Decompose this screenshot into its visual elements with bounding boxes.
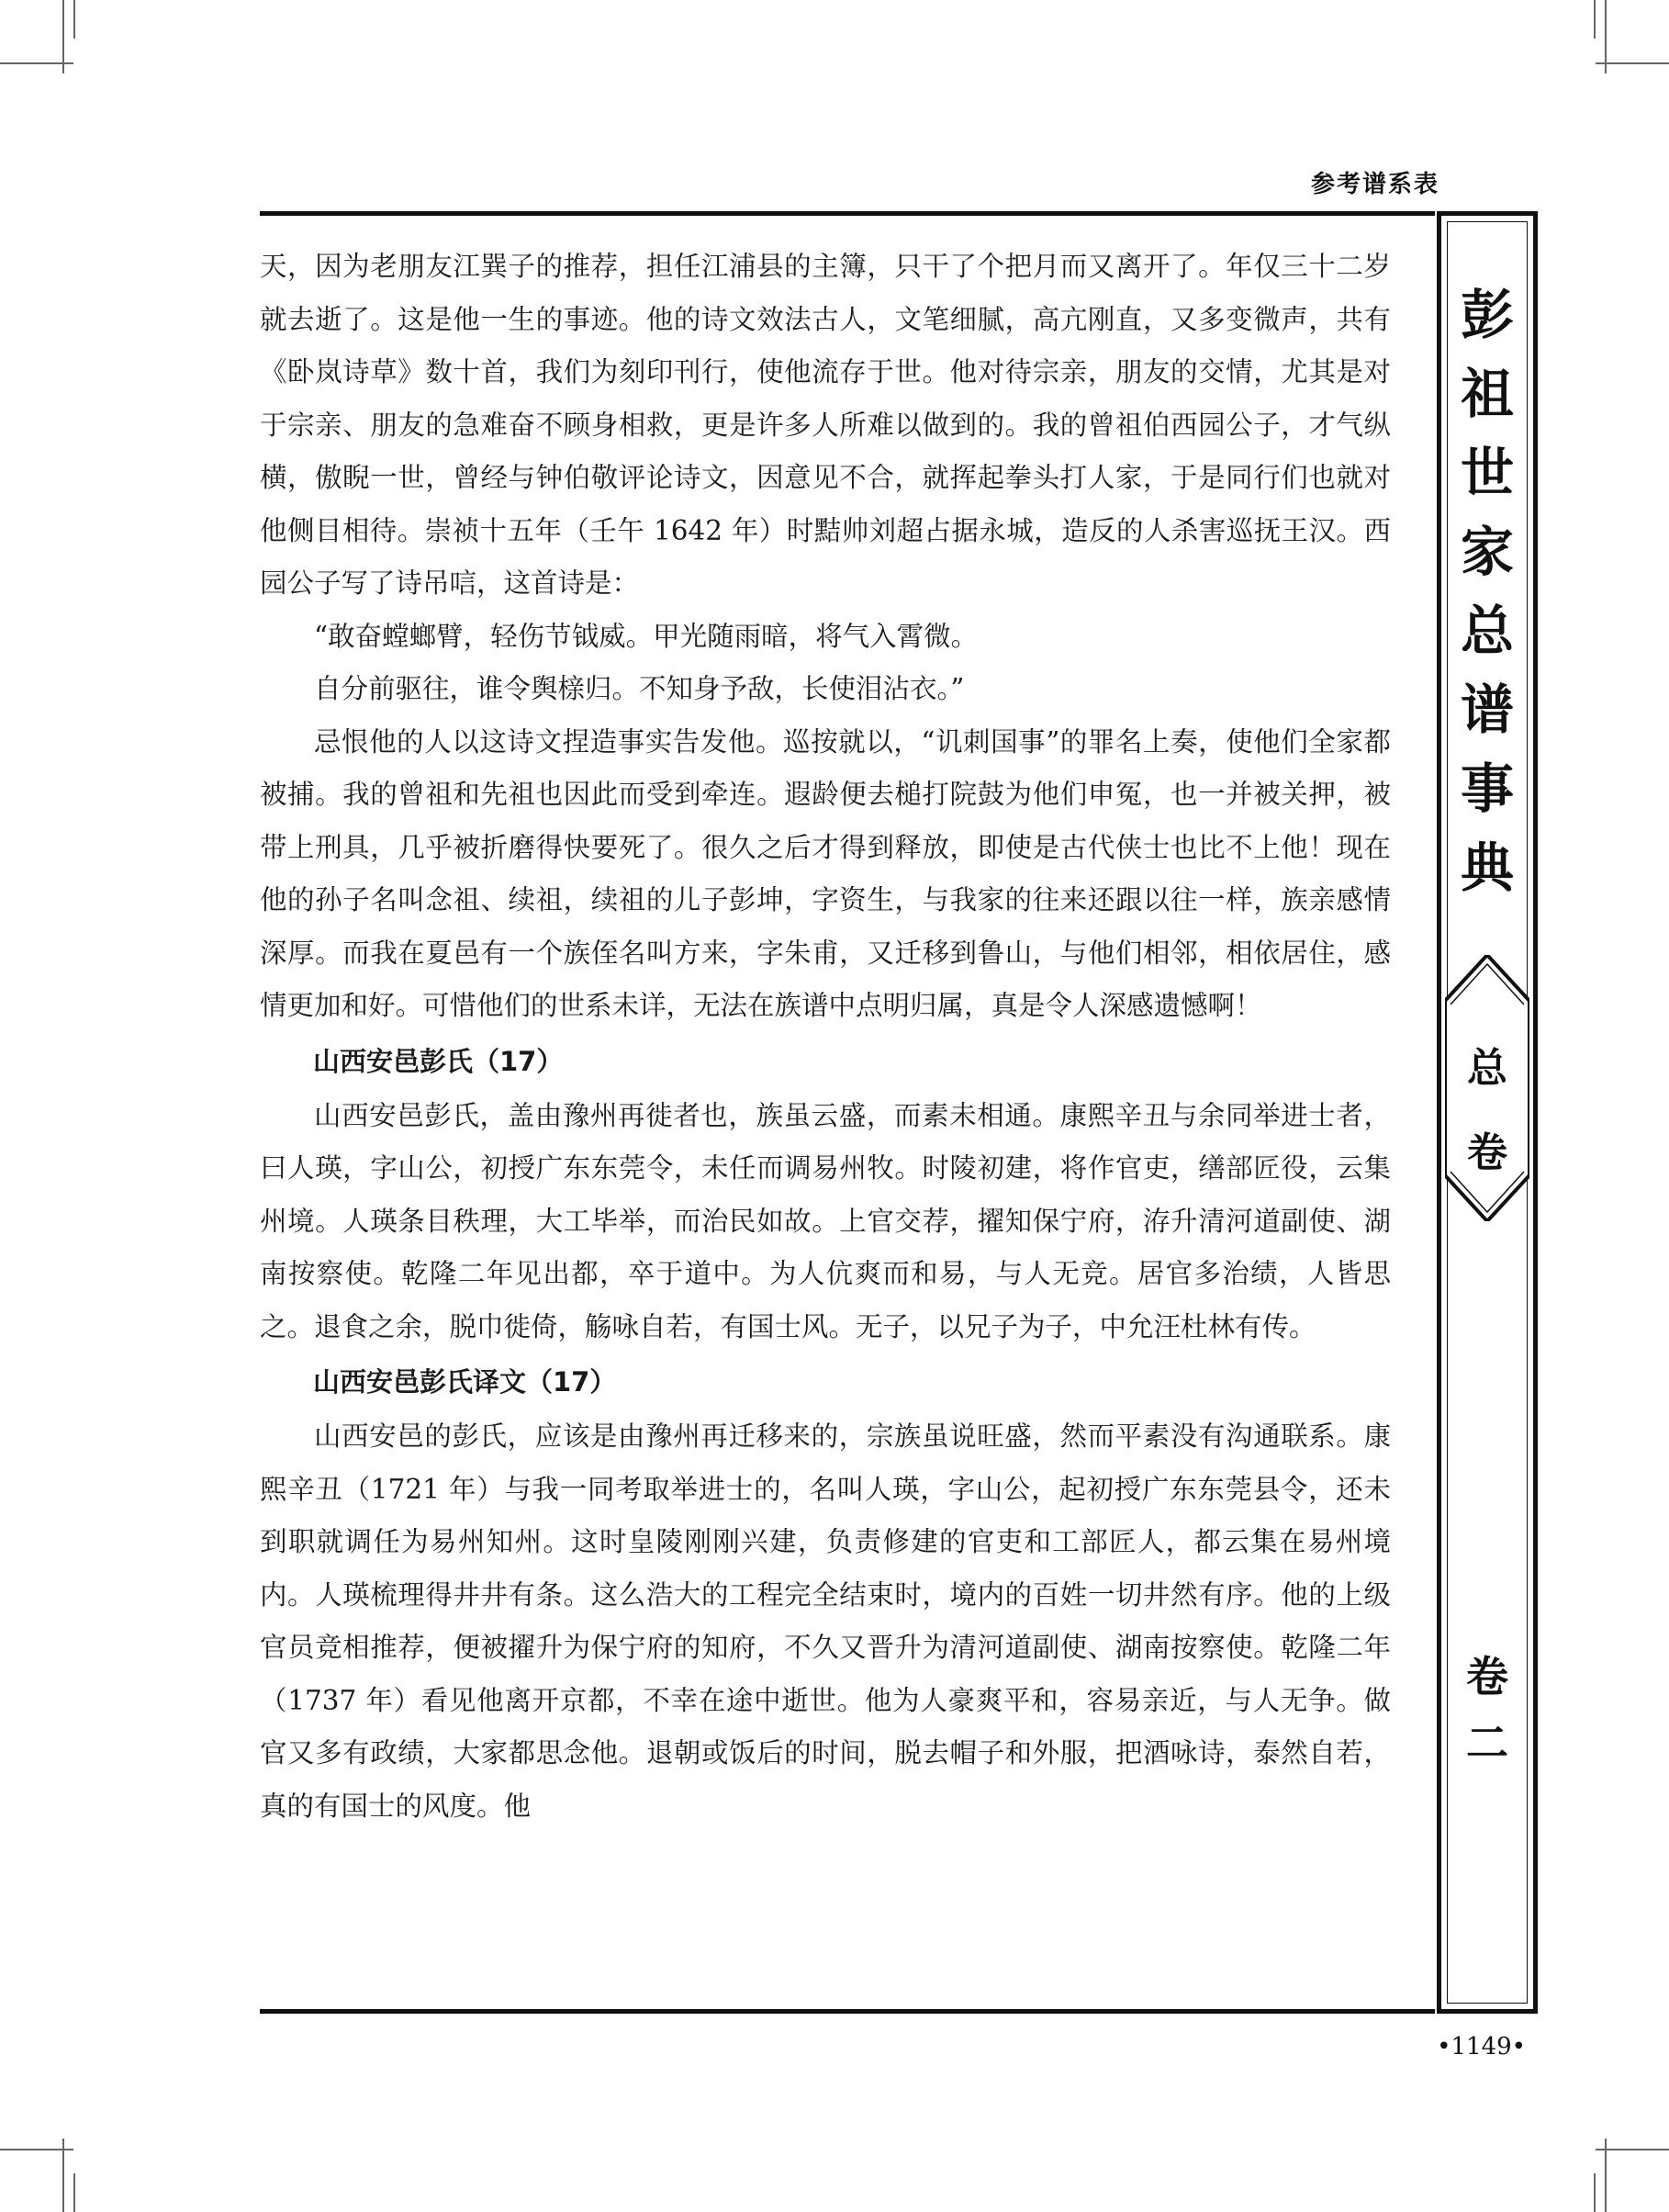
crop-mark — [1596, 62, 1669, 64]
volume-char: 卷 — [1467, 1129, 1507, 1176]
title-char: 彭 — [1460, 284, 1514, 346]
chapter-label — [1437, 1644, 1538, 1776]
title-char: 世 — [1460, 442, 1514, 504]
chapter-char: 二 — [1466, 1718, 1508, 1768]
top-rule — [260, 211, 1435, 216]
title-char: 总 — [1460, 600, 1514, 662]
volume-marker — [1445, 955, 1529, 1221]
page-number: •1149• — [1437, 2033, 1526, 2060]
section-heading: 山西安邑彭氏译文（17） — [313, 1366, 617, 1398]
crop-mark — [0, 62, 73, 64]
title-char: 祖 — [1460, 363, 1514, 425]
section-heading: 山西安邑彭氏（17） — [313, 1045, 564, 1077]
paragraph: 山西安邑彭氏，盖由豫州再徙者也，族虽云盛，而素未相通。康熙辛丑与余同举进士者，曰人瑛，字山公，初授广东东莞令，未任而调易州牧。时陵初建，将作官吏，缮部匠役，云集州境。人瑛条目秩理，大工毕举，而治民如故。上官交荐，擢知保宁府，洊升清河道副使、湖南按察使。乾隆二年见出都，卒于道中。为人伉爽而和易，与人无竞。居官多治绩，人皆思之。退食之余，脱巾徙倚，觞咏自若，有国士风。无子，以兄子为子，中允汪杜林有传。 — [260, 1099, 1391, 1342]
crop-mark — [1594, 2173, 1596, 2212]
title-char: 典 — [1460, 837, 1514, 899]
volume-label — [1445, 1027, 1529, 1196]
chapter-char: 卷 — [1466, 1652, 1508, 1701]
poem-line: 自分前驱往，谁令舆榇归。不知身予敌，长使泪沾衣。” — [314, 673, 965, 704]
poem-line: “敢奋螳螂臂，轻伤节钺威。甲光随雨暗，将气入霄微。 — [314, 620, 979, 652]
crop-mark — [73, 2173, 75, 2212]
crop-mark — [1596, 2149, 1669, 2150]
bottom-rule — [260, 2009, 1435, 2014]
crop-mark — [0, 2149, 73, 2150]
paragraph: 忌恨他的人以这诗文捏造事实告发他。巡按就以，“讥刺国事”的罪名上奏，使他们全家都被捕。我的曾祖和先祖也因此而受到牵连。遐龄便去槌打院鼓为他们申冤，也一并被关押，被带上刑具，几乎被折磨得快要死了。很久之后才得到释放，即使是古代侠士也比不上他！现在他的孙子名叫念祖、续祖，续祖的儿子彭坤，字资生，与我家的往来还跟以往一样，族亲感情深厚。而我在夏邑有一个族侄名叫方来，字朱甫，又迁移到鲁山，与他们相邻，相依居住，感情更加和好。可惜他们的世系未详，无法在族谱中点明归属，真是令人深感遗憾啊！ — [260, 725, 1391, 1021]
title-char: 事 — [1460, 758, 1514, 820]
volume-char: 总 — [1467, 1045, 1507, 1092]
running-header: 参考谱系表 — [1310, 171, 1439, 198]
title-char: 谱 — [1460, 679, 1514, 741]
crop-mark — [1594, 0, 1596, 39]
paragraph: 山西安邑的彭氏，应该是由豫州再迁移来的，宗族虽说旺盛，然而平素没有沟通联系。康熙辛丑（1721 年）与我一同考取举进士的，名叫人瑛，字山公，起初授广东东莞县令，还未到职就调任为易州知州。这时皇陵刚刚兴建，负责修建的官吏和工部匠人，都云集在易州境内。人瑛梳理得井井有条。这么浩大的工程完全结束时，境内的百姓一切井然有序。他的上级官员竞相推荐，便被擢升为保宁府的知府，不久又晋升为清河道副使、湖南按察使。乾隆二年（1737 年）看见他离开京都，不幸在途中逝世。他为人豪爽平和，容易亲近，与人无争。做官又多有政绩，大家都思念他。退朝或饭后的时间，脱去帽子和外服，把酒咏诗，泰然自若，真的有国士的风度。他 — [260, 1420, 1391, 1822]
main-text — [260, 241, 1391, 1833]
title-char: 家 — [1460, 521, 1514, 583]
paragraph: 天，因为老朋友江巽子的推荐，担任江浦县的主簿，只干了个把月而又离开了。年仅三十二岁就去逝了。这是他一生的事迹。他的诗文效法古人，文笔细腻，高亢刚直，又多变微声，共有《卧岚诗草》数十首，我们为刻印刊行，使他流存于世。他对待宗亲，朋友的交情，尤其是对于宗亲、朋友的急难奋不顾身相救，更是许多人所难以做到的。我的曾祖伯西园公子，才气纵横，傲睨一世，曾经与钟伯敬评论诗文，因意见不合，就挥起拳头打人家，于是同行们也就对他侧目相待。崇祯十五年（壬午 1642 年）时黠帅刘超占据永城，造反的人杀害巡抚王汉。西园公子写了诗吊唁，这首诗是： — [260, 251, 1391, 599]
sidebar-book-title — [1437, 275, 1538, 907]
crop-mark — [73, 0, 75, 39]
